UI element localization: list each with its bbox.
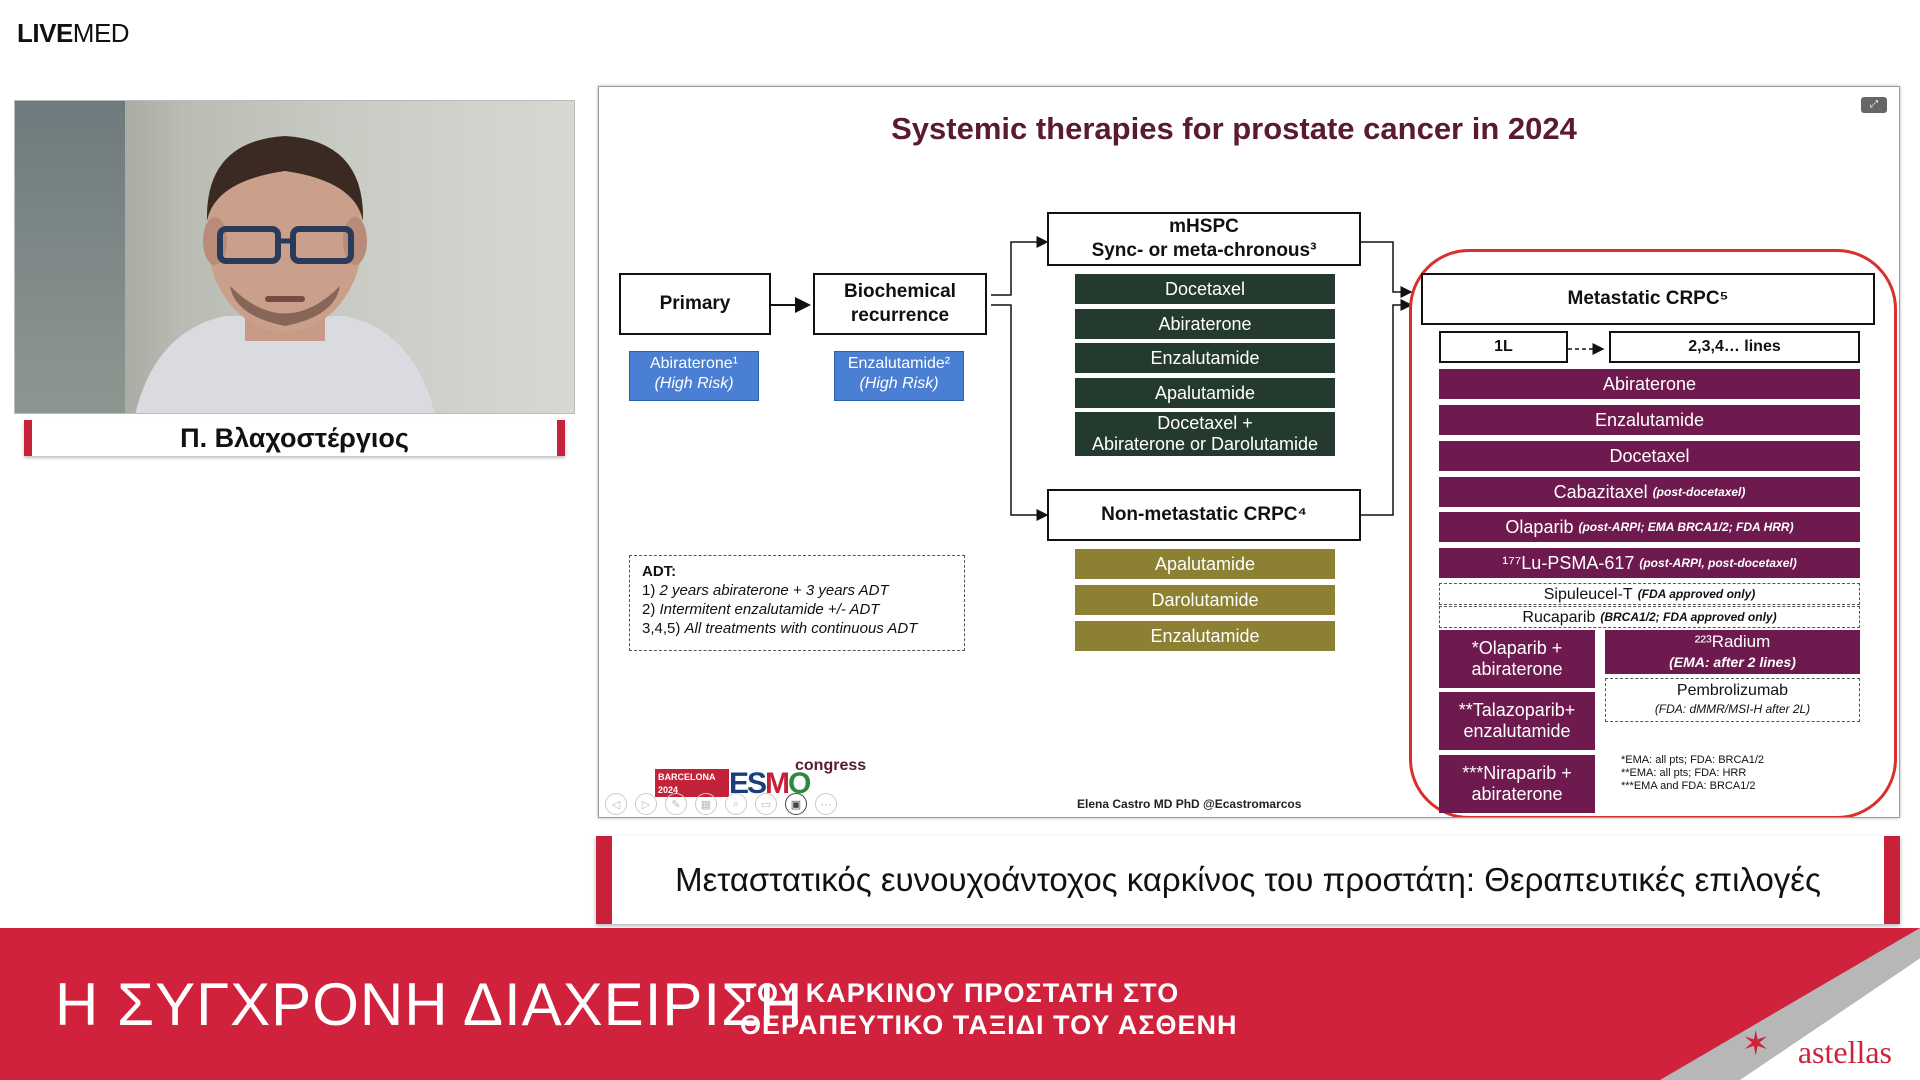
speaker-name-bar [24,420,565,456]
biochem-line2: recurrence [850,305,950,326]
nmcrpc-box [1047,489,1361,541]
cabazitaxel-box [1439,477,1860,507]
combo-olaparib-box [1439,630,1595,688]
esmo-year: 2024 [658,785,679,795]
mhspc-drug: Apalutamide [1075,378,1335,408]
lu-psma-note: (post-ARPI, post-docetaxel) [1639,555,1797,570]
astellas-star-icon: ✶ [1741,1025,1770,1063]
more-options-icon[interactable]: ⋯ [815,793,837,815]
presentation-slide [598,86,1900,818]
footnote: *EMA: all pts; FDA: BRCA1/2 [1621,754,1765,766]
mcrpc-drug: Enzalutamide [1439,405,1860,435]
combo-niraparib-box [1439,755,1595,813]
zoom-icon[interactable]: ⌕ [725,793,747,815]
banner-main-title: Η ΣΥΓΧΡΟΝΗ ΔΙΑΧΕΙΡΙΣΗ [55,971,804,1038]
next-slide-icon[interactable]: ▷ [635,793,657,815]
biochem-risk: (High Risk) [859,375,939,392]
speaker-figure [15,101,575,414]
banner-subtitle-line1: ΤΟΥ ΚΑΡΚΙΝΟΥ ΠΡΟΣΤΑΤΗ ΣΤΟ [740,978,1180,1008]
mcrpc-title: Metastatic CRPC⁵ [1567,288,1729,309]
mhspc-box [1047,212,1361,266]
esmo-wordmark: ESMO [729,767,810,800]
footnote: ***EMA and FDA: BRCA1/2 [1621,780,1756,792]
mhspc-drug: Enzalutamide [1075,343,1335,373]
mhspc-combo-line2: Abiraterone or Darolutamide [1091,434,1319,454]
rucaparib-box [1439,606,1860,628]
slides-grid-icon[interactable]: ▦ [695,793,717,815]
primary-risk: (High Risk) [654,375,734,392]
mhspc-drug: Abiraterone [1075,309,1335,339]
rucaparib-note: (BRCA1/2; FDA approved only) [1600,609,1777,624]
radium-box [1605,630,1860,674]
lecture-subtitle: Μεταστατικός ευνουχοάντοχος καρκίνος του προστάτη: Θεραπευτικές επιλογές [675,861,1821,898]
sponsor-logo: astellas [1797,1034,1892,1070]
olaparib-box [1439,512,1860,542]
combo-niraparib-line2: abiraterone [1471,784,1563,804]
primary-drug-box [629,351,759,401]
combo-olaparib-line1: *Olaparib + [1471,638,1563,658]
mcrpc-box [1421,273,1875,325]
subtitles-icon[interactable]: ▭ [755,793,777,815]
adt-line3: All treatments with continuous ADT [684,620,918,637]
slide-title: Systemic therapies for prostate cancer in 2024 [891,111,1577,146]
adt-header: ADT: [642,563,677,580]
adt-line1: 2 years abiraterone + 3 years ADT [659,582,889,599]
pen-icon[interactable]: ✎ [665,793,687,815]
mhspc-line2: Sync- or meta-chronous³ [1091,240,1317,261]
biochem-line1: Biochemical [844,281,956,302]
radium-line1: ²²³Radium [1694,632,1771,651]
combo-niraparib-line1: ***Niraparib + [1462,763,1572,783]
lu-psma-box [1439,548,1860,578]
nmcrpc-drug: Apalutamide [1075,549,1335,579]
slide-credit: Elena Castro MD PhD @Ecastromarcos [1077,797,1302,811]
fullscreen-icon[interactable]: ⤢ [1861,97,1887,113]
olaparib-label: Olaparib [1505,516,1574,537]
olaparib-note: (post-ARPI; EMA BRCA1/2; FDA HRR) [1578,519,1794,534]
sipuleucel-note: (FDA approved only) [1637,586,1756,601]
rucaparib-label: Rucaparib [1522,608,1596,626]
primary-box [619,273,771,335]
nmcrpc-label: Non-metastatic CRPC⁴ [1101,504,1307,525]
combo-talazoparib-box [1439,692,1595,750]
cabazitaxel-label: Cabazitaxel [1553,481,1648,502]
sipuleucel-box [1439,583,1860,605]
banner-subtitle-line2: ΘΕΡΑΠΕΥΤΙΚΟ ΤΑΞΙΔΙ ΤΟΥ ΑΣΘΕΝΗ [740,1010,1238,1040]
lecture-subtitle-bar [596,836,1900,924]
sipuleucel-label: Sipuleucel-T [1543,585,1633,603]
combo-talazoparib-line2: enzalutamide [1463,721,1571,741]
speaker-name: Π. Βλαχοστέργιος [180,422,409,453]
radium-line2: (EMA: after 2 lines) [1669,654,1796,670]
cabazitaxel-note: (post-docetaxel) [1652,484,1746,499]
mhspc-combo [1075,412,1335,456]
lu-psma-label: ¹⁷⁷Lu-PSMA-617 [1502,552,1635,573]
mcrpc-drug: Abiraterone [1439,369,1860,399]
nmcrpc-drug: Enzalutamide [1075,621,1335,651]
pembrolizumab-box [1605,678,1860,722]
livemed-logo: LIVEMED [17,18,130,48]
combo-olaparib-line2: abiraterone [1471,659,1563,679]
esmo-city: BARCELONA [658,772,716,782]
nmcrpc-drug: Darolutamide [1075,585,1335,615]
footnotes [1621,754,1764,793]
biochem-drug: Enzalutamide² [847,355,951,372]
mhspc-line1: mHSPC [1169,216,1239,237]
primary-drug: Abiraterone¹ [649,355,739,372]
camera-icon[interactable]: ▣ [785,793,807,815]
adt-line1-num: 1) [642,582,656,599]
later-lines-box [1609,331,1860,363]
primary-label: Primary [659,293,731,314]
first-line-box [1439,331,1568,363]
prev-slide-icon[interactable]: ◁ [605,793,627,815]
mhspc-combo-line1: Docetaxel + [1157,413,1253,433]
later-lines-label: 2,3,4… lines [1688,338,1781,355]
biochem-drug-box [834,351,964,401]
mhspc-drug: Docetaxel [1075,274,1335,304]
event-banner [0,928,1920,1080]
adt-line2-num: 2) [642,601,656,618]
mcrpc-drug: Docetaxel [1439,441,1860,471]
pembrolizumab-line1: Pembrolizumab [1676,682,1789,699]
adt-line3-num: 3,4,5) [642,620,681,637]
slide-controls [605,793,837,815]
pembrolizumab-line2: (FDA: dMMR/MSI-H after 2L) [1654,702,1811,716]
footnote: **EMA: all pts; FDA: HRR [1621,767,1747,779]
combo-talazoparib-line1: **Talazoparib+ [1458,700,1576,720]
esmo-congress: congress [795,757,867,774]
first-line-label: 1L [1494,338,1513,355]
adt-line2: Intermitent enzalutamide +/- ADT [659,601,880,618]
biochemical-recurrence-box [813,273,987,335]
adt-notes [629,555,965,651]
speaker-video [14,100,575,414]
